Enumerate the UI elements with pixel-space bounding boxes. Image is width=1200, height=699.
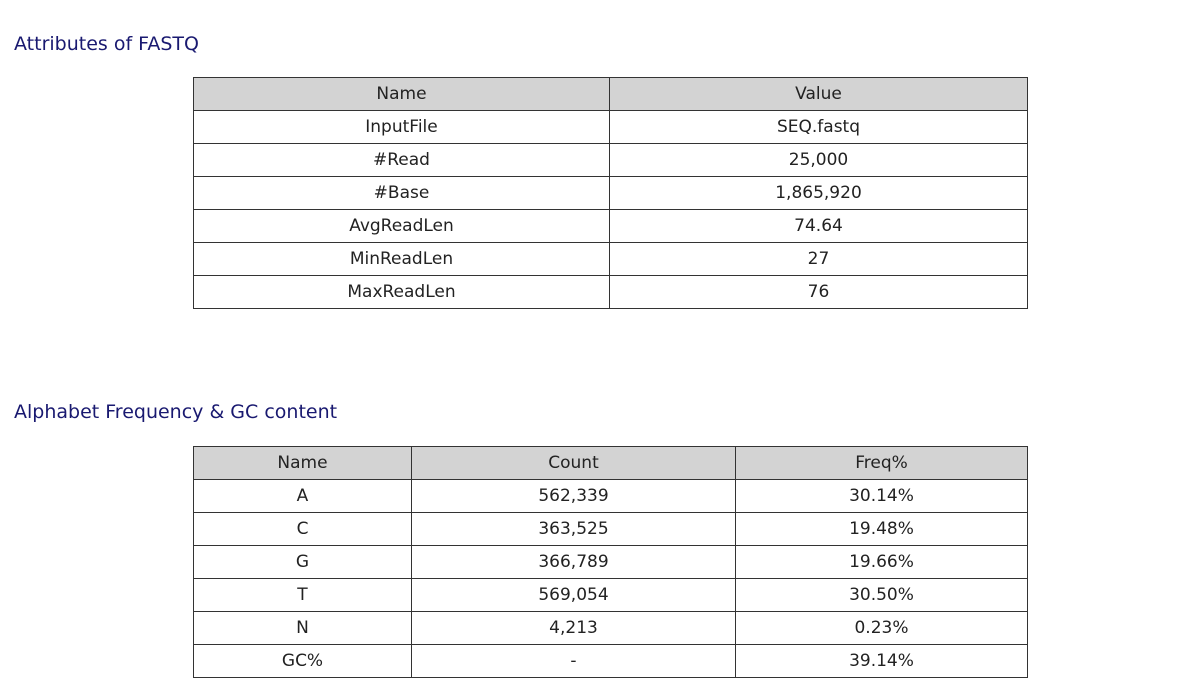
table-row — [194, 276, 1028, 309]
base-freq-cell: 0.23% — [736, 612, 1028, 645]
attribute-name-cell: MinReadLen — [194, 243, 610, 276]
attribute-name-cell: #Read — [194, 144, 610, 177]
base-name-cell: N — [194, 612, 412, 645]
base-count-cell: 569,054 — [412, 579, 736, 612]
table-row — [194, 546, 1028, 579]
column-header-value: Value — [610, 78, 1028, 111]
attribute-value-cell: 1,865,920 — [610, 177, 1028, 210]
table-row — [194, 579, 1028, 612]
base-name-cell: A — [194, 480, 412, 513]
base-count-cell: 366,789 — [412, 546, 736, 579]
table-header-row — [194, 447, 1028, 480]
column-header-name: Name — [194, 447, 412, 480]
attribute-value-cell: 76 — [610, 276, 1028, 309]
base-count-cell: 4,213 — [412, 612, 736, 645]
column-header-name: Name — [194, 78, 610, 111]
base-name-cell: C — [194, 513, 412, 546]
attribute-name-cell: InputFile — [194, 111, 610, 144]
alphabet-section-title: Alphabet Frequency & GC content — [14, 401, 338, 423]
base-count-cell: 363,525 — [412, 513, 736, 546]
table-row — [194, 210, 1028, 243]
base-name-cell: GC% — [194, 645, 412, 678]
base-freq-cell: 30.14% — [736, 480, 1028, 513]
attribute-value-cell: 74.64 — [610, 210, 1028, 243]
table-row — [194, 243, 1028, 276]
base-count-cell: 562,339 — [412, 480, 736, 513]
table-row — [194, 177, 1028, 210]
attribute-name-cell: AvgReadLen — [194, 210, 610, 243]
table-row — [194, 513, 1028, 546]
column-header-freq: Freq% — [736, 447, 1028, 480]
column-header-count: Count — [412, 447, 736, 480]
table-row — [194, 645, 1028, 678]
base-freq-cell: 30.50% — [736, 579, 1028, 612]
base-freq-cell: 19.48% — [736, 513, 1028, 546]
base-freq-cell: 19.66% — [736, 546, 1028, 579]
base-count-cell: - — [412, 645, 736, 678]
attributes-table — [193, 77, 1028, 309]
table-row — [194, 480, 1028, 513]
table-row — [194, 144, 1028, 177]
table-header-row — [194, 78, 1028, 111]
table-row — [194, 111, 1028, 144]
alphabet-frequency-table — [193, 446, 1028, 678]
base-name-cell: T — [194, 579, 412, 612]
attribute-name-cell: MaxReadLen — [194, 276, 610, 309]
attributes-section-title: Attributes of FASTQ — [14, 33, 199, 55]
attribute-value-cell: 27 — [610, 243, 1028, 276]
attribute-value-cell: 25,000 — [610, 144, 1028, 177]
attribute-name-cell: #Base — [194, 177, 610, 210]
base-freq-cell: 39.14% — [736, 645, 1028, 678]
base-name-cell: G — [194, 546, 412, 579]
table-row — [194, 612, 1028, 645]
attribute-value-cell: SEQ.fastq — [610, 111, 1028, 144]
